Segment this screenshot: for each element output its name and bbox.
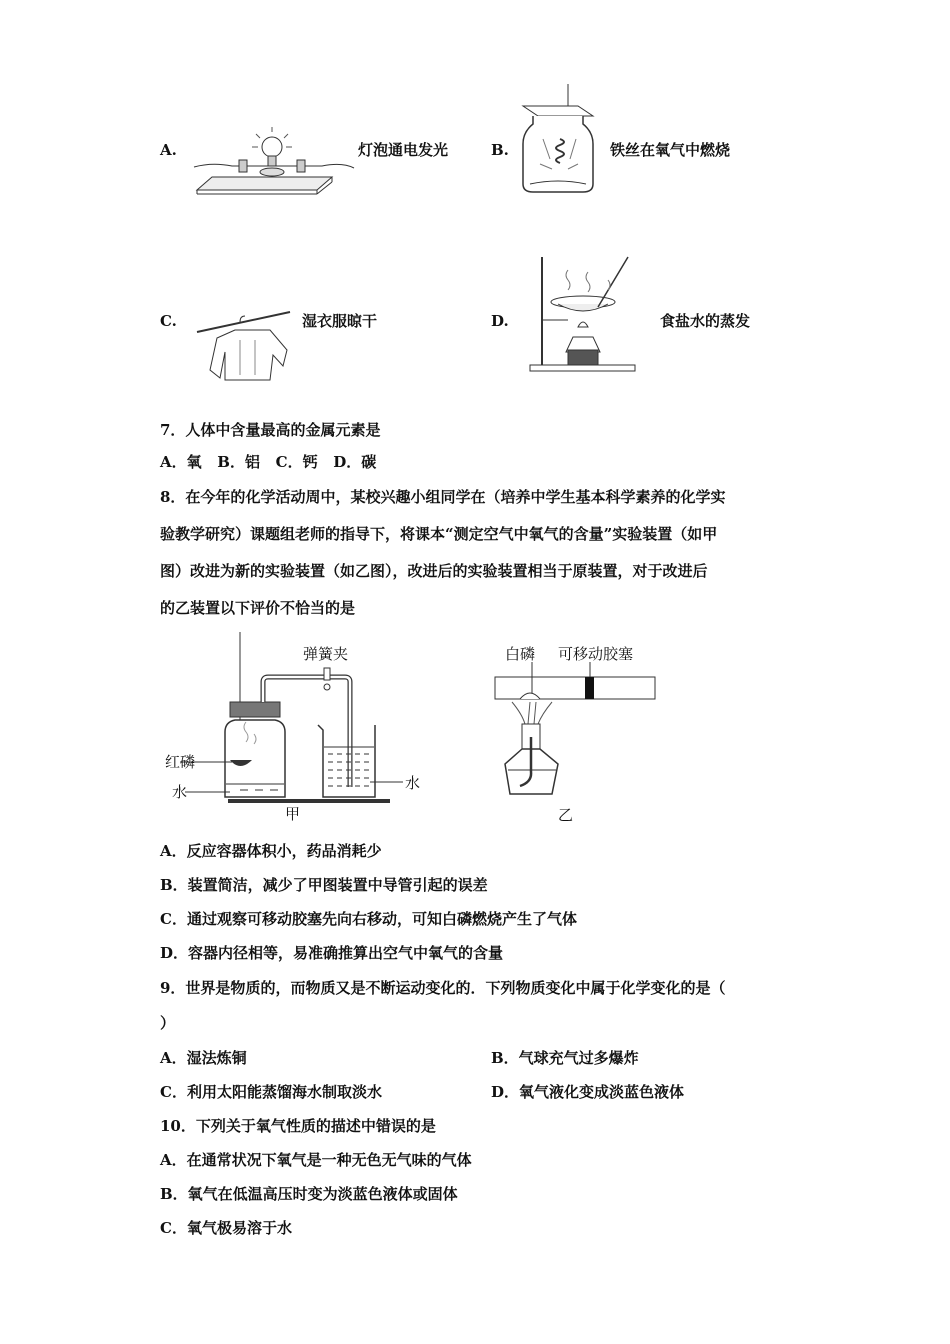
q7-stem: 7．人体中含量最高的金属元素是 bbox=[160, 421, 381, 439]
q9-option-a: A．湿法炼铜 bbox=[160, 1049, 247, 1067]
q8-stem-line: 的乙装置以下评价不恰当的是 bbox=[160, 599, 356, 617]
q10-option-b: B．氧气在低温高压时变为淡蓝色液体或固体 bbox=[160, 1185, 458, 1203]
q6-option-a-text: 灯泡通电发光 bbox=[358, 141, 449, 159]
q8-stem-line: 8．在今年的化学活动周中，某校兴趣小组同学在（培养中学生基本科学素养的化学实 bbox=[160, 488, 726, 506]
q8-option-d: D．容器内径相等，易准确推算出空气中氧气的含量 bbox=[160, 944, 504, 962]
q8-stem-line: 验教学研究）课题组老师的指导下，将课本“测定空气中氧气的含量”实验装置（如甲 bbox=[160, 525, 718, 543]
q9-option-c: C．利用太阳能蒸馏海水制取淡水 bbox=[160, 1083, 382, 1101]
q8-option-b: B．装置简洁，减少了甲图装置中导管引起的误差 bbox=[160, 876, 488, 894]
q6-option-c-text: 湿衣服晾干 bbox=[302, 312, 378, 330]
water-label-right: 水 bbox=[405, 774, 421, 792]
q6-option-b-text: 铁丝在氧气中燃烧 bbox=[610, 141, 731, 159]
wet-clothes-drying-illustration bbox=[195, 300, 295, 385]
q6-option-a-letter: A. bbox=[160, 141, 177, 159]
q6-option-c-letter: C. bbox=[160, 312, 177, 330]
q10-option-c: C．氧气极易溶于水 bbox=[160, 1219, 292, 1237]
movable-stopper-label: 可移动胶塞 bbox=[558, 645, 634, 663]
water-label-left: 水 bbox=[172, 783, 188, 801]
q8-option-a: A．反应容器体积小，药品消耗少 bbox=[160, 842, 382, 860]
q6-option-d-text: 食盐水的蒸发 bbox=[660, 312, 751, 330]
q10-option-a: A．在通常状况下氧气是一种无色无气味的气体 bbox=[160, 1151, 472, 1169]
salt-water-evaporation-illustration bbox=[528, 252, 638, 376]
apparatus-jia bbox=[165, 632, 420, 823]
q7-options: A．氧 B．铝 C．钙 D．碳 bbox=[160, 453, 377, 471]
q8-option-c: C．通过观察可移动胶塞先向右移动，可知白磷燃烧产生了气体 bbox=[160, 910, 577, 928]
iron-wire-burning-illustration bbox=[518, 84, 603, 199]
q9-option-b: B．气球充气过多爆炸 bbox=[491, 1049, 639, 1067]
figure-jia-caption: 甲 bbox=[285, 805, 301, 823]
q8-apparatus-figure bbox=[160, 632, 670, 830]
q6-option-d-letter: D. bbox=[491, 312, 509, 330]
q6-option-b-letter: B. bbox=[491, 141, 509, 159]
light-bulb-illustration bbox=[192, 122, 357, 197]
apparatus-yi bbox=[495, 645, 655, 824]
q10-stem: 10．下列关于氧气性质的描述中错误的是 bbox=[160, 1117, 436, 1135]
white-phosphorus-label: 白磷 bbox=[505, 645, 536, 663]
q8-stem-line: 图）改进为新的实验装置（如乙图），改进后的实验装置相当于原装置，对于改进后 bbox=[160, 562, 708, 580]
q9-stem: 9．世界是物质的，而物质又是不断运动变化的．下列物质变化中属于化学变化的是（ bbox=[160, 979, 726, 997]
figure-yi-caption: 乙 bbox=[558, 806, 574, 824]
red-phosphorus-label: 红磷 bbox=[165, 753, 196, 771]
spring-clip-label: 弹簧夹 bbox=[303, 645, 349, 663]
q9-stem-end: ） bbox=[160, 1014, 176, 1032]
q9-option-d: D．氧气液化变成淡蓝色液体 bbox=[491, 1083, 685, 1101]
